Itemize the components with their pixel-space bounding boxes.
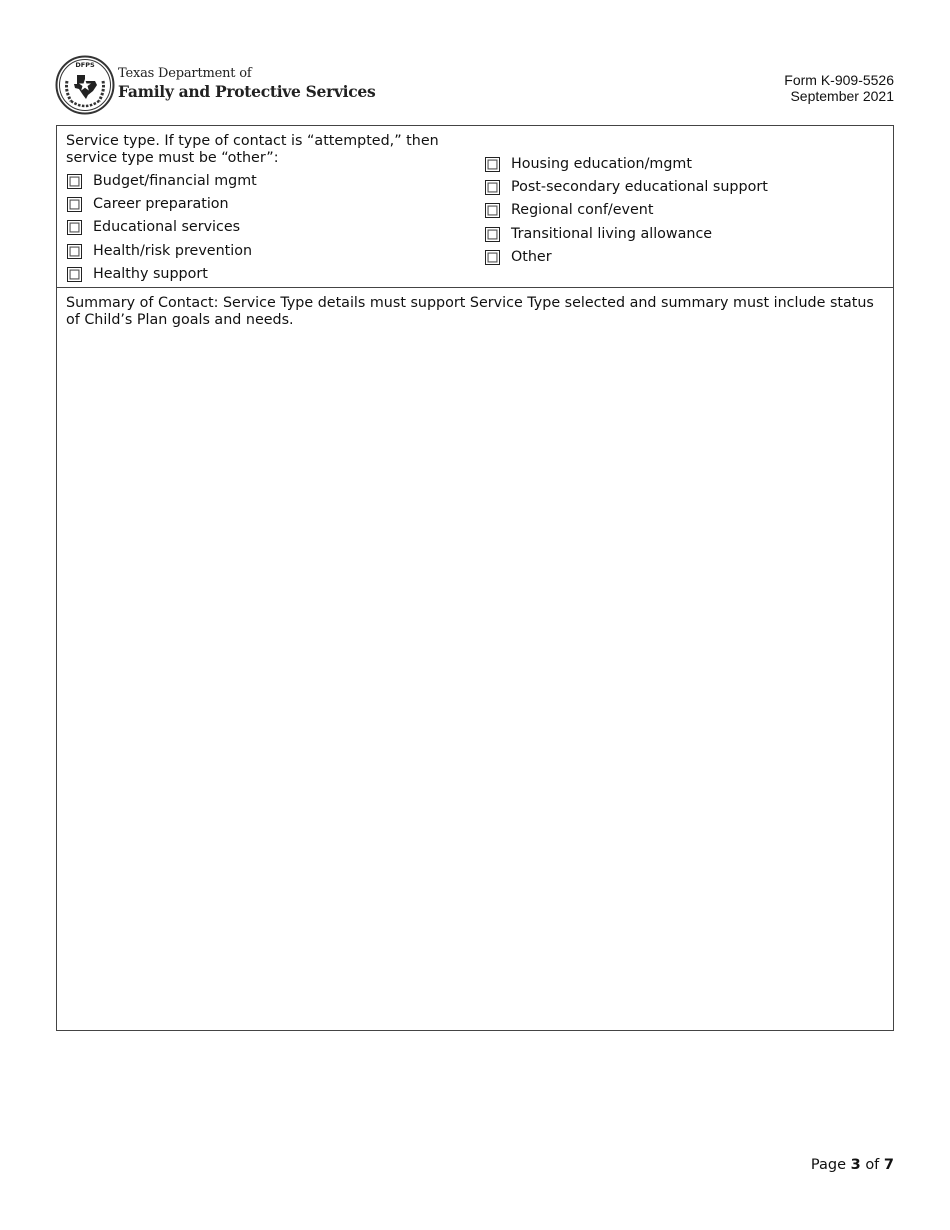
form-meta	[784, 72, 894, 104]
option-label: Career preparation	[93, 196, 229, 212]
checkbox[interactable]	[67, 174, 82, 189]
checkbox[interactable]	[67, 197, 82, 212]
option-label: Regional conf/event	[511, 202, 654, 218]
agency-name-line2: Family and Protective Services	[118, 82, 376, 101]
option-housing-education-mgmt[interactable]	[485, 154, 692, 174]
service-type-instructions	[66, 133, 466, 166]
option-other[interactable]	[485, 247, 552, 267]
svg-text:DFPS: DFPS	[75, 61, 95, 69]
summary-of-contact-label: Summary of Contact: Service Type details must support Service Type selected and summary must include status of Child’s Plan goals and needs.	[66, 295, 874, 328]
service-type-section	[57, 126, 893, 288]
option-budget-financial-mgmt[interactable]	[67, 171, 257, 191]
option-regional-conf-event[interactable]	[485, 200, 653, 220]
checkbox[interactable]	[67, 267, 82, 282]
option-transitional-living-allowance[interactable]	[485, 224, 712, 244]
agency-name-line1: Texas Department of	[118, 66, 252, 81]
checkbox[interactable]	[485, 157, 500, 172]
option-label: Other	[511, 249, 552, 265]
checkbox[interactable]	[485, 227, 500, 242]
option-label: Post-secondary educational support	[511, 179, 768, 195]
page-of: of	[865, 1157, 880, 1173]
agency-name	[118, 66, 375, 102]
option-label: Housing education/mgmt	[511, 156, 692, 172]
option-post-secondary-educational-support[interactable]	[485, 177, 768, 197]
option-label: Educational services	[93, 219, 241, 235]
page-total: 7	[883, 1157, 894, 1173]
page-number	[811, 1157, 894, 1173]
service-type-instructions-line1: Service type. If type of contact is “attempted,” then	[66, 133, 439, 149]
option-label: Healthy support	[93, 266, 208, 282]
checkbox[interactable]	[67, 220, 82, 235]
option-label: Budget/financial mgmt	[93, 173, 257, 189]
checkbox[interactable]	[67, 244, 82, 259]
checkbox[interactable]	[485, 250, 500, 265]
option-health-risk-prevention[interactable]	[67, 241, 252, 261]
page-current: 3	[850, 1157, 861, 1173]
checkbox[interactable]	[485, 203, 500, 218]
checkbox[interactable]	[485, 180, 500, 195]
service-type-instructions-line2: service type must be “other”:	[66, 149, 279, 166]
form-date: September 2021	[790, 88, 894, 104]
option-label: Transitional living allowance	[511, 226, 713, 242]
option-educational-services[interactable]	[67, 217, 240, 237]
summary-of-contact-field[interactable]	[57, 332, 893, 1030]
dfps-seal-logo	[55, 55, 115, 115]
option-healthy-support[interactable]	[67, 264, 208, 284]
page-prefix: Page	[810, 1157, 846, 1173]
form-frame	[56, 125, 894, 1031]
option-career-preparation[interactable]	[67, 194, 229, 214]
option-label: Health/risk prevention	[93, 243, 253, 259]
form-number: Form K-909-5526	[784, 72, 894, 88]
